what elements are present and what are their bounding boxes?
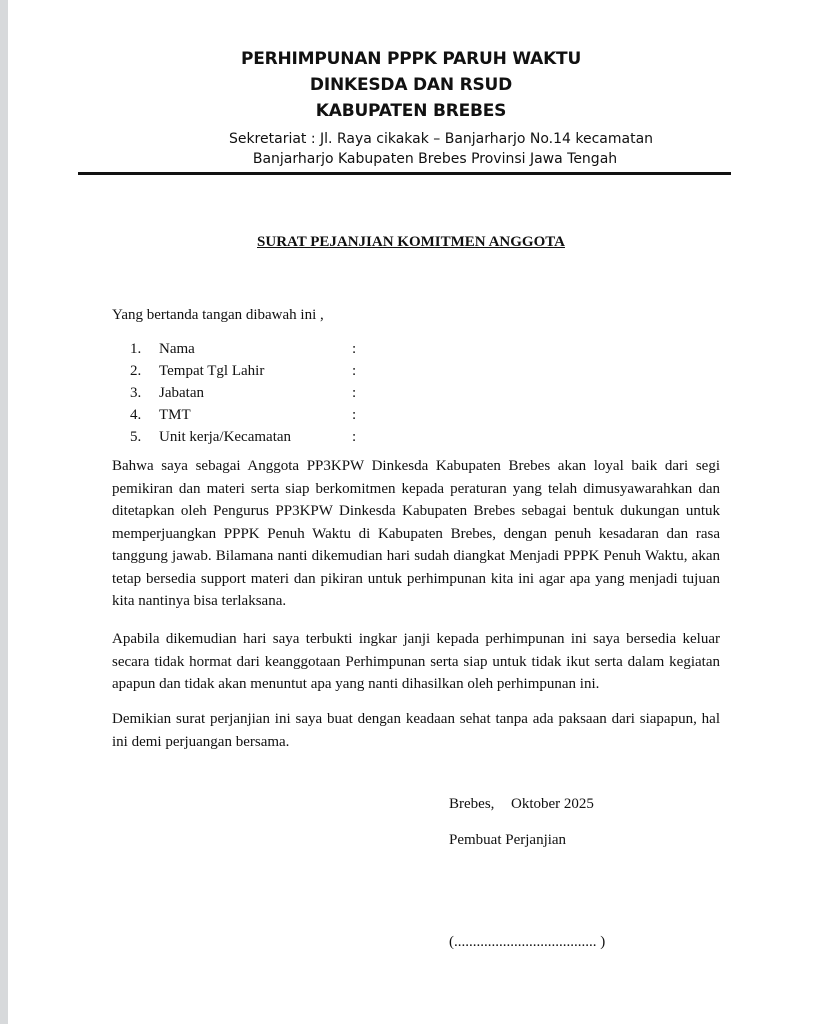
paragraph-commitment: Bahwa saya sebagai Anggota PP3KPW Dinkesda Kabupaten Brebes akan loyal baik dari segi pemikiran dan materi serta siap berkomitmen kepada peraturan yang telah dimusyawarahkan dan ditetapkan oleh Pengurus PP3KPW Dinkesda Kabupaten Brebes sebagai bentuk dukungan untuk memperjuangkan PPPK Penuh Waktu di Kabupaten Brebes, dengan penuh kesadaran dan rasa tanggung jawab. Bilamana nanti dikemudian hari sudah diangkat Menjadi PPPK Penuh Waktu, akan tetap bersedia support materi dan pikiran untuk perhimpunan kita ini agar apa yang menjadi tujuan kita nantinya bisa terlaksana. xyxy=(112,458,720,609)
viewer-edge xyxy=(0,0,8,1024)
field-number: 3. xyxy=(130,385,142,401)
signatory-label: Pembuat Perjanjian xyxy=(449,832,567,848)
address-line1: Sekretariat : Jl. Raya cikakak – Banjarharjo No.14 kecamatan xyxy=(228,131,654,147)
org-name-line2: DINKESDA DAN RSUD xyxy=(309,75,513,95)
field-number: 4. xyxy=(130,407,142,423)
field-tempat-tgl-lahir xyxy=(130,363,390,383)
address-line2: Banjarharjo Kabupaten Brebes Provinsi Jawa Tengah xyxy=(252,151,618,167)
paragraph-sanction: Apabila dikemudian hari saya terbukti ingkar janji kepada perhimpunan ini saya bersedia keluar secara tidak hormat dari keanggotaan Perhimpunan serta siap untuk tidak ikut serta dalam kegiatan apapun dan tidak akan menuntut apa yang nanti dihasilkan oleh perhimpunan ini. xyxy=(112,631,720,692)
field-label: Nama xyxy=(159,341,195,357)
field-nama xyxy=(130,341,390,361)
field-number: 5. xyxy=(130,429,142,445)
field-tmt xyxy=(130,407,390,427)
letterhead-divider xyxy=(78,172,731,175)
intro-text: Yang bertanda tangan dibawah ini , xyxy=(112,307,324,323)
field-colon: : xyxy=(352,385,357,401)
field-colon: : xyxy=(352,341,357,357)
letter-date: Oktober 2025 xyxy=(511,796,594,812)
field-colon: : xyxy=(352,363,357,379)
field-label: Jabatan xyxy=(159,385,204,401)
field-label: Unit kerja/Kecamatan xyxy=(159,429,292,445)
org-name-line3: KABUPATEN BREBES xyxy=(315,101,507,121)
field-label: TMT xyxy=(159,407,191,423)
document-title: SURAT PEJANJIAN KOMITMEN ANGGOTA xyxy=(257,234,565,250)
field-number: 2. xyxy=(130,363,142,379)
field-number: 1. xyxy=(130,341,142,357)
field-colon: : xyxy=(352,429,357,445)
field-jabatan xyxy=(130,385,390,405)
field-label: Tempat Tgl Lahir xyxy=(159,363,265,379)
field-unit-kerja xyxy=(130,429,390,449)
field-colon: : xyxy=(352,407,357,423)
signature-line: (...................................... ) xyxy=(449,934,606,950)
paragraph-closing: Demikian surat perjanjian ini saya buat dengan keadaan sehat tanpa ada paksaan dari siapapun, hal ini demi perjuangan bersama. xyxy=(112,711,720,750)
place-city: Brebes, xyxy=(449,796,495,812)
org-name-line1: PERHIMPUNAN PPPK PARUH WAKTU xyxy=(240,49,582,69)
